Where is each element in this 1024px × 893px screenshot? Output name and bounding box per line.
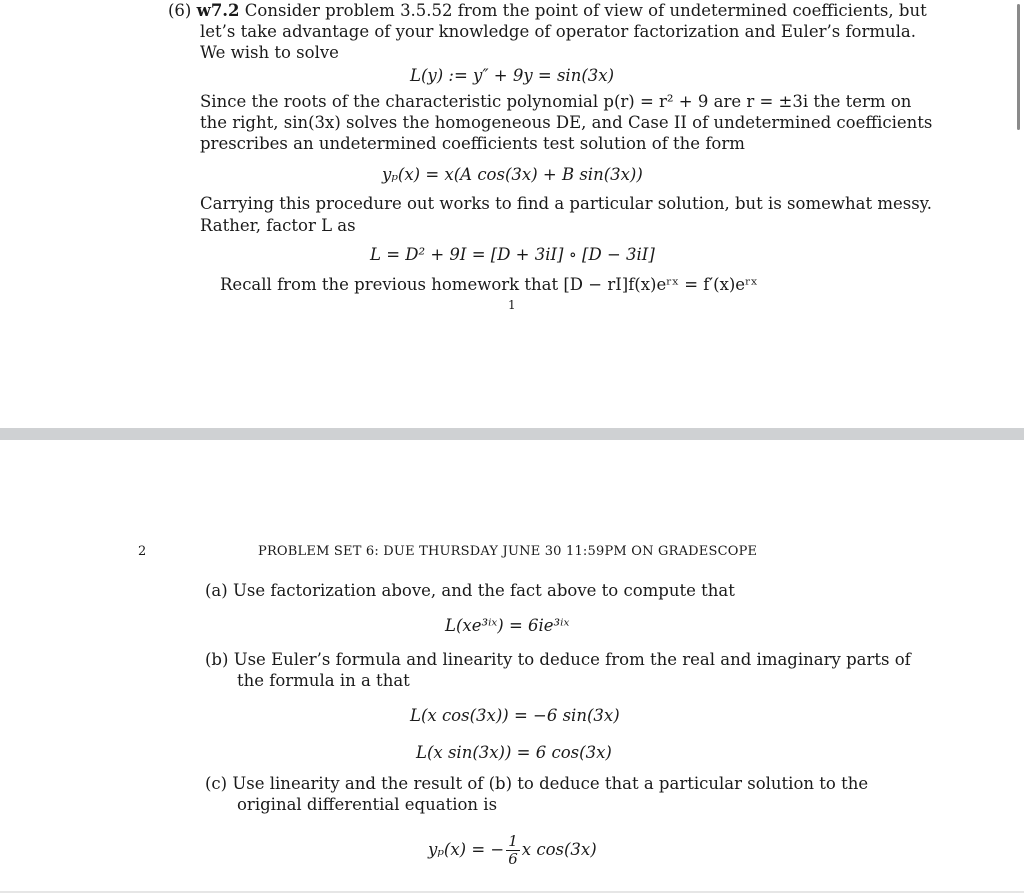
- part-a-label: (a): [205, 581, 228, 600]
- para3-line-1: Carrying this procedure out works to find a particular solution, but is somewhat messy.: [200, 194, 933, 213]
- fraction-numerator: 1: [508, 832, 518, 850]
- part-b-label: (b): [205, 650, 229, 669]
- part-a-text: Use factorization above, and the fact above to compute that: [232, 581, 735, 600]
- part-b-line-1: Use Euler’s formula and linearity to deduce from the real and imaginary parts of: [233, 650, 911, 669]
- equation-c-fraction: [506, 833, 520, 868]
- part-c-line-1: Use linearity and the result of (b) to deduce that a particular solution to the: [232, 774, 869, 793]
- equation-b1: L(x cos(3x)) = −6 sin(3x): [410, 706, 620, 725]
- problem-id: w7.2: [196, 1, 240, 20]
- part-c-label: (c): [205, 774, 228, 793]
- equation-a: L(xe³ⁱˣ) = 6ie³ⁱˣ: [445, 616, 570, 635]
- problem-label: (6): [168, 1, 192, 20]
- recall-line: Recall from the previous homework that [D − rI]f(x)eʳˣ = f′(x)eʳˣ: [220, 275, 758, 294]
- problem-header: [168, 0, 927, 21]
- part-c: [205, 773, 868, 794]
- pdf-page-2: [0, 440, 1024, 893]
- para2-line-3: prescribes an undetermined coefficients test solution of the form: [200, 134, 745, 153]
- equation-b2: L(x sin(3x)) = 6 cos(3x): [416, 743, 612, 762]
- part-b-line-2: the formula in a that: [237, 671, 410, 690]
- para3-line-2: Rather, factor L as: [200, 216, 356, 235]
- equation-c: [428, 833, 597, 868]
- page-number: 2: [138, 544, 147, 559]
- running-header: PROBLEM SET 6: DUE THURSDAY JUNE 30 11:59PM ON GRADESCOPE: [258, 544, 758, 559]
- part-a: [205, 580, 735, 601]
- fraction-denominator: 6: [508, 850, 518, 868]
- page-separator: [0, 428, 1024, 440]
- part-b: [205, 649, 911, 670]
- part-c-line-2: original differential equation is: [237, 795, 498, 814]
- equation-c-rhs: x cos(3x): [521, 840, 597, 859]
- intro-line-2: let’s take advantage of your knowledge of operator factorization and Euler’s formula.: [200, 22, 917, 41]
- para2-line-1: Since the roots of the characteristic polynomial p(r) = r² + 9 are r = ±3i the term on: [200, 92, 912, 111]
- intro-line-1: Consider problem 3.5.52 from the point of view of undetermined coefficients, but: [244, 1, 927, 20]
- page-number: 1: [508, 298, 516, 312]
- equation-trial-solution: yₚ(x) = x(A cos(3x) + B sin(3x)): [382, 165, 643, 184]
- scrollbar-thumb[interactable]: [1017, 4, 1020, 130]
- pdf-page-1: [0, 0, 1024, 428]
- equation-c-lhs: yₚ(x) = −: [428, 840, 505, 859]
- equation-de: L(y) := y″ + 9y = sin(3x): [410, 66, 615, 85]
- intro-line-3: We wish to solve: [200, 43, 339, 62]
- equation-factorization: L = D² + 9I = [D + 3iI] ∘ [D − 3iI]: [370, 245, 655, 264]
- para2-line-2: the right, sin(3x) solves the homogeneous DE, and Case II of undetermined coefficients: [200, 113, 933, 132]
